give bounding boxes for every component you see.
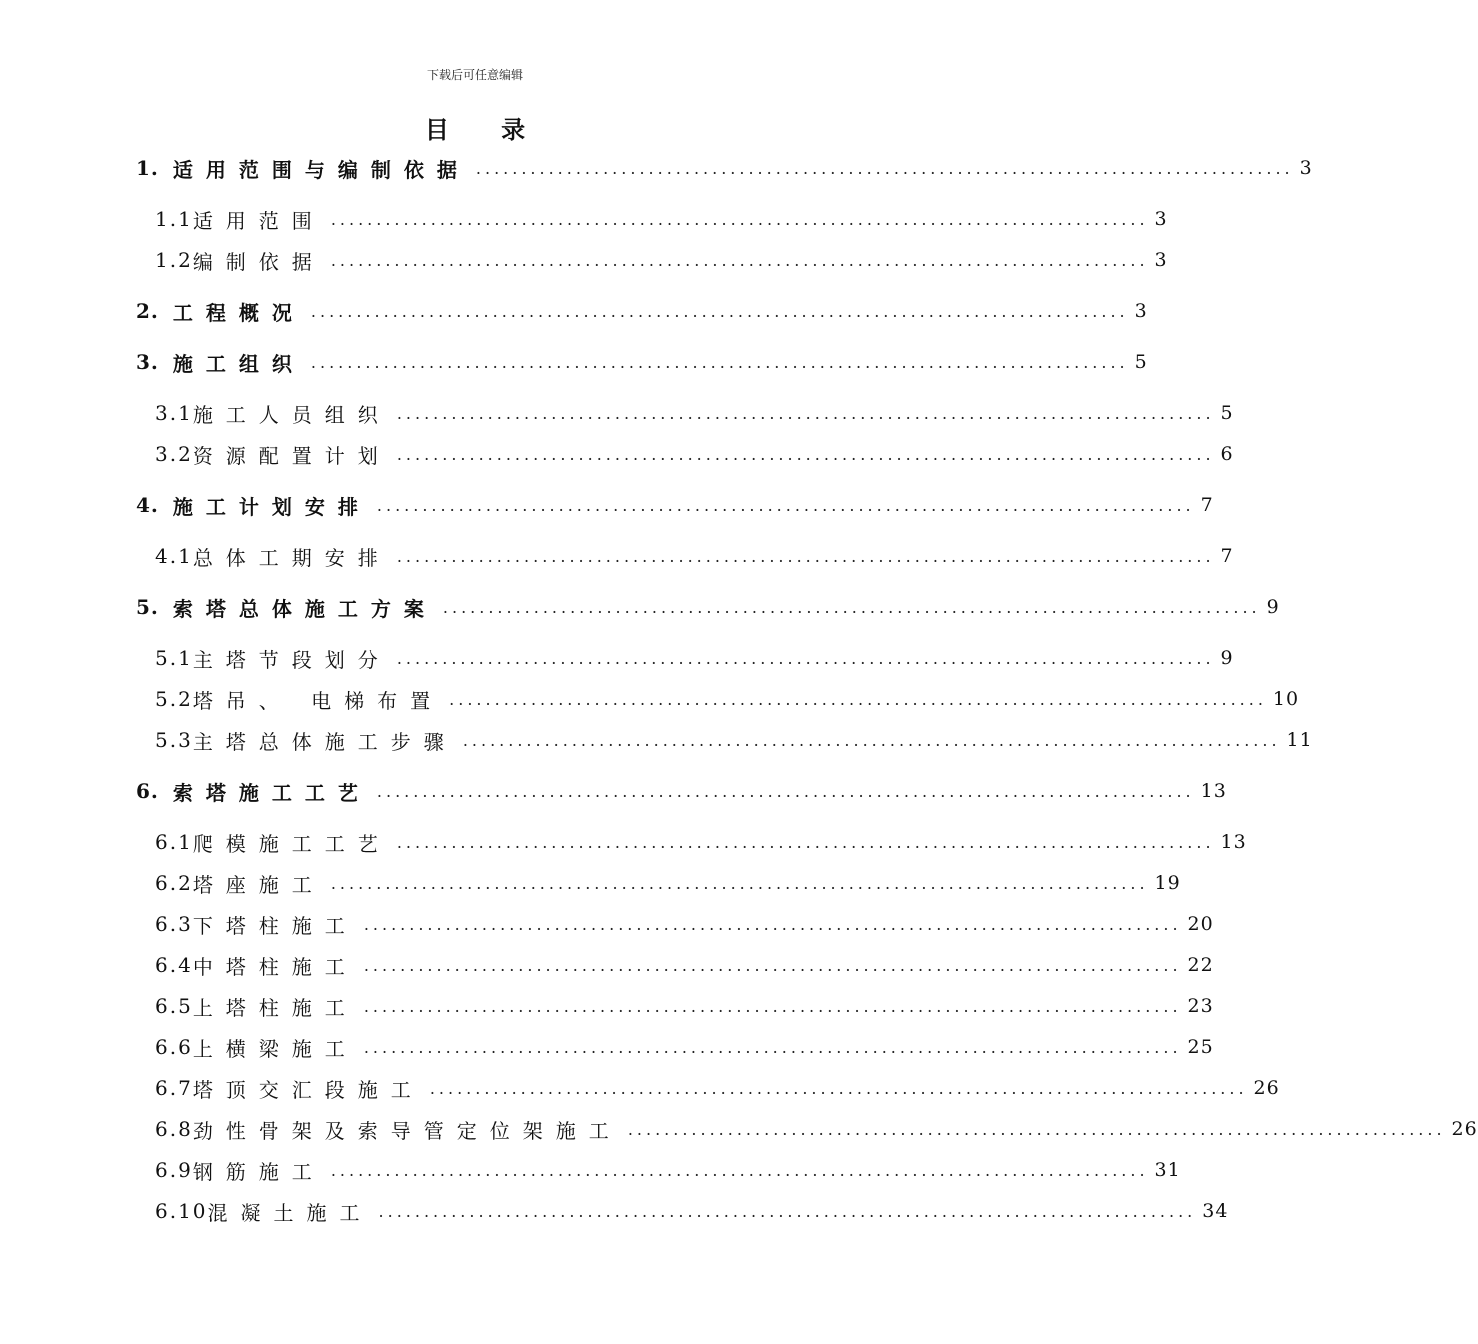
toc-section-entry[interactable] [155, 725, 1313, 755]
toc-entry-page: 7 [1220, 545, 1234, 567]
toc-leader-dots: .......................................................................................... [363, 914, 1182, 934]
header-note: 下载后可任意编辑 [426, 68, 523, 82]
toc-entry-page: 25 [1187, 1036, 1214, 1058]
toc-entry-title: 下塔柱施工 [192, 913, 358, 938]
toc-leader-dots: .......................................................................................... [330, 209, 1149, 229]
toc-section-entry[interactable] [155, 1196, 1229, 1226]
toc-entry-title: 主塔总体施工步骤 [192, 729, 457, 754]
toc-entry-number: 6.9 [155, 1158, 193, 1182]
toc-entry-title: 索塔总体施工方案 [172, 596, 437, 621]
toc-entry-number: 5.3 [155, 728, 193, 752]
toc-entry-title: 资源配置计划 [192, 443, 391, 468]
toc-entry-number: 5. [136, 595, 159, 619]
toc-entry-page: 34 [1202, 1200, 1229, 1222]
toc-section-entry[interactable] [155, 991, 1214, 1021]
toc-entry-number: 6.2 [155, 871, 193, 895]
toc-leader-dots: .......................................................................................... [396, 832, 1215, 852]
toc-entry-title: 钢筋施工 [192, 1159, 325, 1184]
toc-section-entry[interactable] [155, 950, 1214, 980]
toc-entry-page: 7 [1200, 494, 1214, 516]
toc-entry-title: 总体工期安排 [192, 545, 391, 570]
toc-section-entry[interactable] [155, 439, 1234, 469]
toc-entry-title: 上横梁施工 [192, 1036, 358, 1061]
toc-chapter-entry[interactable] [136, 153, 1313, 183]
toc-entry-title: 中塔柱施工 [192, 954, 358, 979]
toc-entry-page: 3 [1154, 208, 1168, 230]
toc-entry-number: 1. [136, 156, 159, 180]
toc-entry-number: 6.6 [155, 1035, 193, 1059]
toc-entry-title: 索塔施工工艺 [172, 780, 371, 805]
toc-entry-title: 塔吊、 电梯布置 [192, 688, 444, 713]
toc-entry-title: 劲性骨架及索导管定位架施工 [192, 1118, 622, 1143]
toc-entry-page: 6 [1220, 443, 1234, 465]
toc-entry-number: 6.7 [155, 1076, 193, 1100]
toc-leader-dots: .......................................................................................... [330, 873, 1149, 893]
toc-entry-title: 施工计划安排 [172, 494, 371, 519]
toc-entry-number: 5.2 [155, 687, 193, 711]
toc-entry-title: 适用范围 [192, 208, 325, 233]
toc-entry-number: 6.5 [155, 994, 193, 1018]
toc-entry-number: 4. [136, 493, 159, 517]
toc-entry-page: 5 [1134, 351, 1148, 373]
toc-section-entry[interactable] [155, 204, 1168, 234]
toc-section-entry[interactable] [155, 1073, 1280, 1103]
toc-chapter-entry[interactable] [136, 776, 1227, 806]
toc-entry-number: 5.1 [155, 646, 193, 670]
toc-entry-page: 26 [1253, 1077, 1280, 1099]
toc-leader-dots: .......................................................................................... [462, 730, 1281, 750]
toc-section-entry[interactable] [155, 1155, 1181, 1185]
toc-entry-title: 施工人员组织 [192, 402, 391, 427]
page-title: 目 录 [424, 115, 548, 144]
toc-entry-title: 爬模施工工艺 [192, 831, 391, 856]
toc-entry-number: 3.2 [155, 442, 193, 466]
toc-leader-dots: .......................................................................................... [363, 955, 1182, 975]
toc-leader-dots: .......................................................................................... [363, 996, 1182, 1016]
toc-entry-number: 3. [136, 350, 159, 374]
toc-entry-number: 6.8 [155, 1117, 193, 1141]
toc-entry-title: 施工组织 [172, 351, 305, 376]
toc-entry-page: 3 [1134, 300, 1148, 322]
toc-entry-number: 6.10 [155, 1199, 208, 1223]
toc-section-entry[interactable] [155, 1032, 1214, 1062]
toc-entry-page: 3 [1299, 157, 1313, 179]
toc-entry-title: 工程概况 [172, 300, 305, 325]
toc-leader-dots: .......................................................................................... [310, 301, 1129, 321]
toc-entry-title: 编制依据 [192, 249, 325, 274]
toc-entry-title: 适用范围与编制依据 [172, 157, 470, 182]
toc-leader-dots: .......................................................................................... [396, 546, 1215, 566]
toc-section-entry[interactable] [155, 909, 1214, 939]
toc-entry-page: 13 [1220, 831, 1247, 853]
toc-entry-number: 2. [136, 299, 159, 323]
toc-chapter-entry[interactable] [136, 347, 1148, 377]
toc-entry-title: 塔座施工 [192, 872, 325, 897]
toc-leader-dots: .......................................................................................... [449, 689, 1267, 709]
toc-entry-number: 1.2 [155, 248, 193, 272]
toc-chapter-entry[interactable] [136, 296, 1148, 326]
toc-section-entry[interactable] [155, 1114, 1478, 1144]
toc-leader-dots: .......................................................................................... [376, 495, 1195, 515]
toc-leader-dots: .......................................................................................... [363, 1037, 1182, 1057]
toc-chapter-entry[interactable] [136, 592, 1280, 622]
toc-entry-page: 5 [1220, 402, 1234, 424]
toc-leader-dots: .......................................................................................... [442, 597, 1261, 617]
toc-section-entry[interactable] [155, 868, 1181, 898]
toc-entry-page: 11 [1286, 729, 1313, 751]
toc-leader-dots: .......................................................................................... [378, 1201, 1197, 1221]
toc-leader-dots: .......................................................................................... [310, 352, 1129, 372]
toc-entry-number: 6.1 [155, 830, 193, 854]
toc-section-entry[interactable] [155, 827, 1247, 857]
toc-leader-dots: .......................................................................................... [396, 444, 1215, 464]
toc-entry-page: 9 [1266, 596, 1280, 618]
toc-leader-dots: .......................................................................................... [330, 1160, 1149, 1180]
toc-entry-number: 1.1 [155, 207, 193, 231]
toc-leader-dots: .......................................................................................... [376, 781, 1195, 801]
toc-entry-page: 9 [1220, 647, 1234, 669]
toc-section-entry[interactable] [155, 245, 1168, 275]
toc-leader-dots: .......................................................................................... [627, 1119, 1446, 1139]
toc-leader-dots: .......................................................................................... [396, 403, 1215, 423]
toc-entry-page: 23 [1187, 995, 1214, 1017]
toc-entry-page: 13 [1200, 780, 1227, 802]
toc-entry-title: 混凝土施工 [207, 1200, 373, 1225]
toc-section-entry[interactable] [155, 684, 1300, 714]
toc-entry-number: 6.4 [155, 953, 193, 977]
toc-entry-number: 6. [136, 779, 159, 803]
toc-leader-dots: .......................................................................................... [475, 158, 1294, 178]
toc-entry-title: 上塔柱施工 [192, 995, 358, 1020]
toc-entry-page: 31 [1154, 1159, 1181, 1181]
toc-entry-page: 3 [1154, 249, 1168, 271]
toc-leader-dots: .......................................................................................... [396, 648, 1215, 668]
toc-section-entry[interactable] [155, 643, 1234, 673]
toc-leader-dots: .......................................................................................... [429, 1078, 1248, 1098]
toc-section-entry[interactable] [155, 541, 1234, 571]
toc-section-entry[interactable] [155, 398, 1234, 428]
toc-entry-number: 3.1 [155, 401, 193, 425]
toc-entry-number: 4.1 [155, 544, 193, 568]
toc-entry-title: 塔顶交汇段施工 [192, 1077, 424, 1102]
toc-leader-dots: .......................................................................................... [330, 250, 1149, 270]
toc-entry-page: 19 [1154, 872, 1181, 894]
toc-entry-title: 主塔节段划分 [192, 647, 391, 672]
toc-entry-page: 20 [1187, 913, 1214, 935]
toc-chapter-entry[interactable] [136, 490, 1214, 520]
toc-entry-number: 6.3 [155, 912, 193, 936]
toc-entry-page: 10 [1272, 688, 1300, 710]
toc-entry-page: 22 [1187, 954, 1214, 976]
toc-entry-page: 26 [1451, 1118, 1478, 1140]
